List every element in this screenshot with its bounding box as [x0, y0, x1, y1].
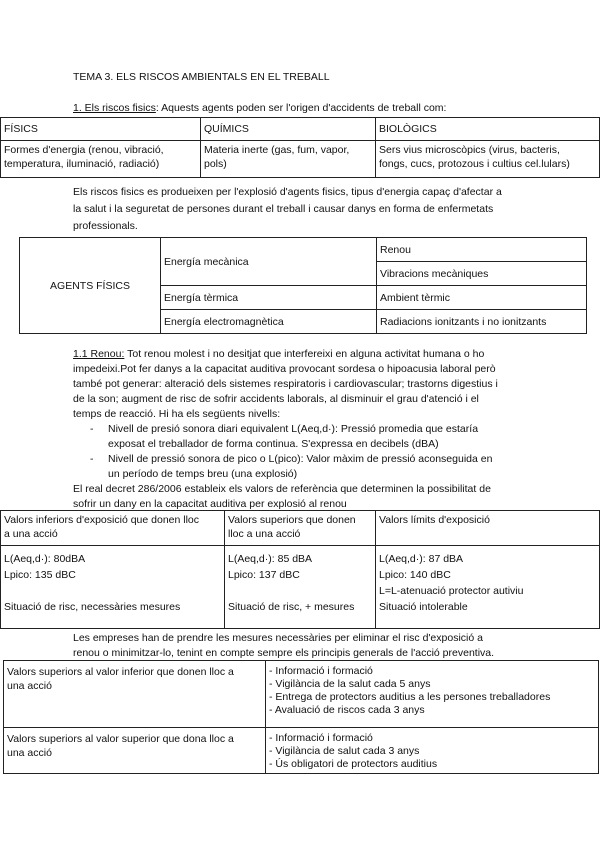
cell-line: Valors superiors que donen	[228, 514, 356, 526]
energy-thermal: Energía tèrmica	[161, 286, 377, 310]
cell-line: temperatura, iluminació, radiació)	[4, 158, 160, 170]
energy-mechanical: Energía mecànica	[161, 238, 377, 286]
section-1-heading	[73, 101, 446, 116]
measure-item: - Ús obligatori de protectors auditius	[269, 758, 438, 770]
item-radiacions: Radiacions ionitzants i no ionitzants	[377, 310, 587, 334]
cell-line: a una acció	[4, 528, 58, 540]
cell-line: Lpico: 135 dBC	[4, 569, 76, 581]
cell-line: Valors superiors al valor inferior que donen lloc a	[7, 666, 234, 678]
situation-text: Situació intolerable	[379, 601, 468, 613]
header-lower-values	[1, 511, 225, 546]
page-title: TEMA 3. ELS RISCOS AMBIENTALS EN EL TREBALL	[73, 71, 330, 83]
header-biologics: BIOLÒGICS	[376, 118, 600, 141]
cell-line: fongs, cucs, protozous i cultius cel.lulars)	[379, 158, 570, 170]
cell-lower	[1, 546, 225, 629]
cell-line: Materia inerte (gas, fum, vapor,	[204, 144, 350, 156]
cell-line: L(Aeq,d·): 87 dBA	[379, 553, 464, 565]
paragraph-line: professionals.	[73, 220, 138, 232]
cell-line: una acció	[7, 747, 52, 759]
paragraph-line: Els riscos fisics es produeixen per l'explosió d'agents fisics, tipus d'energia capaç d'afectar a	[73, 186, 502, 198]
section-1-text: : Aquests agents poden ser l'origen d'accidents de treball com:	[155, 102, 447, 114]
renou-line: també pot generar: alteració dels sistemes respiratoris i cardiovascular; trastorns digestius i	[73, 378, 498, 390]
cell-fisics	[1, 141, 201, 178]
cell-quimics	[201, 141, 376, 178]
header-quimics: QUÍMICS	[201, 118, 376, 141]
physical-agents-table	[19, 237, 587, 334]
renou-line: impedeixi.Pot fer danys a la capacitat auditiva provocant sordesa o hipoacusia laboral però	[73, 363, 496, 375]
cell-line: Lpico: 140 dBC	[379, 569, 451, 581]
bullet-dash: -	[90, 423, 94, 435]
section-1-label: 1. Els riscos fisics	[73, 102, 156, 114]
renou-line: temps de reacció. Hi ha els següents nivells:	[73, 408, 281, 420]
agents-fisics-label: AGENTS FÍSICS	[20, 238, 161, 334]
measure-item: - Vigilància de la salut cada 5 anys	[269, 678, 431, 690]
item-vibracions: Vibracions mecàniques	[377, 262, 587, 286]
measure-item: - Informació i formació	[269, 732, 373, 744]
cell-line: L=L-atenuació protector autiviu	[379, 585, 524, 597]
bullet-line: un período de temps breu (una explosió)	[108, 468, 298, 480]
measures-list	[266, 728, 599, 774]
risk-types-table	[0, 117, 600, 178]
cell-line: Valors inferiors d'exposició que donen lloc	[4, 514, 200, 526]
header-upper-values	[225, 511, 376, 546]
cell-line: Lpico: 137 dBC	[228, 569, 300, 581]
renou-line: de la son; augment de risc de sofrir accidents laborals, al disminuir el grau d'atenció i el	[73, 393, 479, 405]
energy-electromagnetic: Energía electromagnètica	[161, 310, 377, 334]
cell-biologics	[376, 141, 600, 178]
cell-line: Formes d'energia (renou, vibració,	[4, 144, 164, 156]
cell-upper	[225, 546, 376, 629]
paragraph-line: la salut i la seguretat de persones durant el treball i causar danys en forma de enfermetats	[73, 203, 494, 215]
measure-item: - Entrega de protectors auditius a les persones treballadores	[269, 691, 551, 703]
cell-line: una acció	[7, 680, 52, 692]
measures-row-label	[4, 661, 266, 728]
exposure-values-table	[0, 510, 600, 629]
header-fisics: FÍSICS	[1, 118, 201, 141]
bullet-dash: -	[90, 453, 94, 465]
measure-item: - Informació i formació	[269, 665, 373, 677]
cell-line: Valors superiors al valor superior que dona lloc a	[7, 733, 234, 745]
measure-item: - Avaluació de riscos cada 3 anys	[269, 704, 425, 716]
cell-line: L(Aeq,d·): 85 dBA	[228, 553, 313, 565]
renou-line: sofrir un dany en la capacitat auditiva per explosió al renou	[73, 498, 347, 510]
cell-line: pols)	[204, 158, 227, 170]
paragraph-line: renou o minimitzar-lo, tenint en compte sempre els principis generals de l'acció preventiva.	[73, 647, 495, 659]
situation-text: Situació de risc, necessàries mesures	[4, 601, 181, 613]
situation-text: Situació de risc, + mesures	[228, 601, 355, 613]
bullet-line: Nivell de presió sonora diari equivalent L(Aeq,d·): Pressió promedia que estaría	[108, 423, 479, 435]
item-ambient-termic: Ambient tèrmic	[377, 286, 587, 310]
cell-line: L(Aeq,d·): 80dBA	[4, 553, 86, 565]
measures-table	[3, 660, 599, 774]
measures-row-label	[4, 728, 266, 774]
item-renou: Renou	[377, 238, 587, 262]
paragraph-line: Les empreses han de prendre les mesures necessàries per eliminar el risc d'exposició a	[73, 632, 483, 644]
cell-line: Valors límits d'exposició	[379, 514, 490, 526]
cell-line: lloc a una acció	[228, 528, 301, 540]
measures-list	[266, 661, 599, 728]
cell-limit	[376, 546, 600, 629]
bullet-line: exposat el treballador de forma continua. S'expressa en decibels (dBA)	[108, 438, 439, 450]
renou-line: Tot renou molest i no desitjat que interfereixi en alguna activitat humana o ho	[124, 348, 485, 360]
renou-line: El real decret 286/2006 estableix els valors de referència que determinen la possibilitat de	[73, 483, 491, 495]
cell-line: Sers vius microscòpics (virus, bacteris,	[379, 144, 560, 156]
renou-label: 1.1 Renou:	[73, 348, 125, 360]
header-limit-values	[376, 511, 600, 546]
measure-item: - Vigilància de salut cada 3 anys	[269, 745, 420, 757]
bullet-line: Nivell de pressió sonora de pico o L(pico): Valor màxim de pressió aconseguida en	[108, 453, 493, 465]
